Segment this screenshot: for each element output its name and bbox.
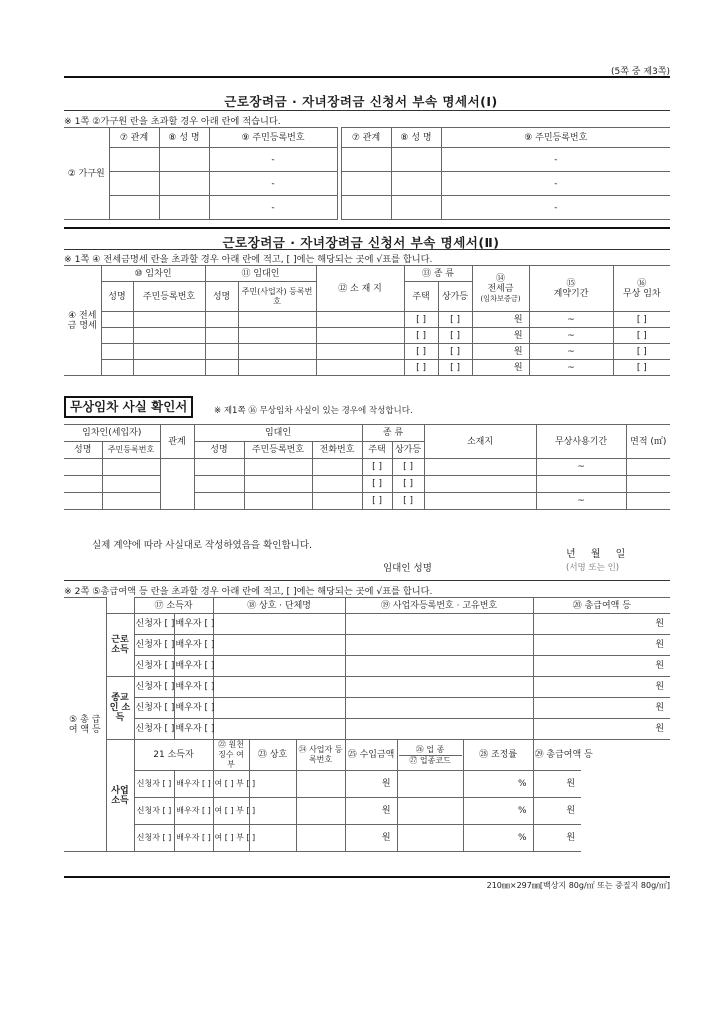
relation-cell[interactable]: [341, 172, 391, 196]
store-checkbox[interactable]: [ ]: [392, 493, 424, 510]
applicant-checkbox[interactable]: 신청자 [ ]: [134, 698, 174, 719]
table-row: [64, 614, 670, 635]
input-cell[interactable]: [316, 312, 404, 328]
religious-income-label: 종교인 소득: [106, 677, 134, 740]
header-house: 주택: [362, 442, 392, 459]
relation-cell[interactable]: [109, 148, 159, 172]
table-row: [64, 360, 670, 376]
deposit-label: ④ 전세금 명세: [64, 266, 101, 376]
address-cell[interactable]: [424, 493, 536, 510]
house-checkbox[interactable]: [ ]: [362, 493, 392, 510]
company-cell[interactable]: [213, 719, 345, 740]
header-id: ⑨ 주민등록번호: [209, 128, 337, 148]
store-checkbox[interactable]: [ ]: [392, 459, 424, 476]
table-row: [64, 719, 670, 740]
input-cell[interactable]: [194, 459, 244, 476]
header-free-lease: ⑯ 무상 임차: [613, 266, 670, 312]
header-period: 무상사용기간: [536, 425, 626, 459]
income-cell[interactable]: 원: [345, 798, 397, 825]
bizno-cell[interactable]: [296, 798, 345, 825]
input-cell[interactable]: [244, 476, 312, 493]
header-b-company: ㉓ 상호: [249, 740, 296, 771]
input-cell[interactable]: [244, 493, 312, 510]
input-cell[interactable]: [133, 344, 205, 360]
table-row: [64, 771, 670, 798]
bizno-cell[interactable]: [345, 656, 533, 677]
applicant-checkbox[interactable]: 신청자 [ ]: [134, 825, 174, 852]
area-cell[interactable]: [626, 493, 670, 510]
b-total-cell[interactable]: 원: [533, 798, 581, 825]
input-cell[interactable]: [194, 493, 244, 510]
industry-cell[interactable]: [397, 771, 463, 798]
table-row: [64, 493, 670, 510]
table-row: [64, 172, 670, 196]
input-cell[interactable]: [102, 476, 160, 493]
applicant-checkbox[interactable]: 신청자 [ ]: [134, 614, 174, 635]
store-checkbox[interactable]: [ ]: [438, 360, 472, 376]
bizno-cell[interactable]: [345, 719, 533, 740]
deposit-cell[interactable]: 원: [472, 312, 529, 328]
house-checkbox[interactable]: [ ]: [404, 344, 438, 360]
header-area: 면적 (㎡): [626, 425, 670, 459]
top-rule: [64, 76, 670, 78]
house-checkbox[interactable]: [ ]: [362, 459, 392, 476]
confirmation-statement: 실제 계약에 따라 사실대로 작성하였음을 확인합니다.: [92, 540, 313, 551]
table-row: [64, 459, 670, 476]
applicant-checkbox[interactable]: 신청자 [ ]: [134, 677, 174, 698]
spouse-checkbox[interactable]: 배우자 [ ]: [174, 798, 213, 825]
header-company: ⑱ 상호 · 단체명: [213, 598, 345, 614]
free-lease-note: ※ 제1쪽 ⑯ 무상임차 사실이 있는 경우에 작성합니다.: [214, 406, 413, 416]
area-cell[interactable]: [626, 476, 670, 493]
header-b-total: ㉙ 총급여액 등: [533, 740, 581, 771]
input-cell[interactable]: [133, 312, 205, 328]
industry-cell[interactable]: [397, 798, 463, 825]
b-total-cell[interactable]: 원: [533, 825, 581, 852]
input-cell[interactable]: [312, 476, 362, 493]
household-label: ② 가구원: [64, 128, 109, 220]
id-cell[interactable]: -: [441, 196, 670, 220]
name-cell[interactable]: [391, 172, 441, 196]
deposit-cell[interactable]: 원: [472, 328, 529, 344]
header-lessor: 임대인: [194, 425, 362, 442]
table-row: [64, 798, 670, 825]
spouse-checkbox[interactable]: 배우자 [ ]: [174, 614, 213, 635]
signature-field[interactable]: (서명 또는 인): [566, 563, 620, 573]
section1-title: 근로장려금 · 자녀장려금 신청서 부속 명세서(Ⅰ): [224, 94, 498, 109]
spouse-checkbox[interactable]: 배우자 [ ]: [174, 656, 213, 677]
b-total-cell[interactable]: 원: [533, 771, 581, 798]
date-field[interactable]: 년 월 일: [566, 549, 632, 560]
deposit-table: [64, 265, 670, 376]
header-store: 상가등: [438, 282, 472, 312]
applicant-checkbox[interactable]: 신청자 [ ]: [134, 771, 174, 798]
header-earner: ⑰ 소득자: [134, 598, 213, 614]
name-cell[interactable]: [391, 196, 441, 220]
header-name: ⑧ 성 명: [159, 128, 209, 148]
input-cell[interactable]: [238, 312, 316, 328]
id-cell[interactable]: -: [209, 148, 337, 172]
lessor-name-label: 임대인 성명: [383, 563, 432, 574]
relation-cell[interactable]: [160, 459, 194, 510]
id-cell[interactable]: -: [209, 196, 337, 220]
header-deposit: ⑭ 전세금 (임차보증금): [472, 266, 529, 312]
header-address: 소재지: [424, 425, 536, 459]
withholding-checkbox[interactable]: 여 [ ] 부 [ ]: [213, 798, 249, 825]
withholding-checkbox[interactable]: 여 [ ] 부 [ ]: [213, 771, 249, 798]
name-cell[interactable]: [159, 172, 209, 196]
applicant-checkbox[interactable]: 신청자 [ ]: [134, 798, 174, 825]
input-cell[interactable]: [101, 328, 133, 344]
company-cell[interactable]: [213, 656, 345, 677]
header-name: ⑧ 성 명: [391, 128, 441, 148]
spouse-checkbox[interactable]: 배우자 [ ]: [174, 698, 213, 719]
header-relation: ⑦ 관계: [109, 128, 159, 148]
table-row: [64, 344, 670, 360]
applicant-checkbox[interactable]: 신청자 [ ]: [134, 656, 174, 677]
table-row: [64, 825, 670, 852]
input-cell[interactable]: [205, 328, 238, 344]
input-cell[interactable]: [316, 344, 404, 360]
bizno-cell[interactable]: [345, 635, 533, 656]
header-name: 성명: [205, 282, 238, 312]
id-cell[interactable]: -: [441, 172, 670, 196]
free-checkbox[interactable]: [ ]: [613, 360, 670, 376]
total-cell[interactable]: 원: [533, 719, 670, 740]
input-cell[interactable]: [312, 493, 362, 510]
name-cell[interactable]: [159, 148, 209, 172]
house-checkbox[interactable]: [ ]: [404, 328, 438, 344]
company-cell[interactable]: [213, 677, 345, 698]
spouse-checkbox[interactable]: 배우자 [ ]: [174, 719, 213, 740]
relation-cell[interactable]: [341, 148, 391, 172]
input-cell[interactable]: [205, 344, 238, 360]
section1-note: ※ 1쪽 ②가구원 란을 초과할 경우 아래 란에 적습니다.: [64, 116, 281, 127]
header-lessor-id: 주민(사업자) 등록번호: [238, 282, 316, 312]
bizno-cell[interactable]: [296, 825, 345, 852]
rate-cell[interactable]: %: [463, 825, 533, 852]
industry-cell[interactable]: [397, 825, 463, 852]
bizno-cell[interactable]: [345, 614, 533, 635]
input-cell[interactable]: [133, 360, 205, 376]
header-name: 성명: [101, 282, 133, 312]
total-cell[interactable]: 원: [533, 677, 670, 698]
free-lease-title: 무상임차 사실 확인서: [64, 396, 193, 418]
input-cell[interactable]: [194, 476, 244, 493]
store-checkbox[interactable]: [ ]: [438, 344, 472, 360]
house-checkbox[interactable]: [ ]: [362, 476, 392, 493]
total-cell[interactable]: 원: [533, 698, 670, 719]
free-checkbox[interactable]: [ ]: [613, 344, 670, 360]
rate-cell[interactable]: %: [463, 771, 533, 798]
period-cell[interactable]: ~: [536, 493, 626, 510]
bizno-cell[interactable]: [296, 771, 345, 798]
withholding-checkbox[interactable]: 여 [ ] 부 [ ]: [213, 825, 249, 852]
address-cell[interactable]: [424, 476, 536, 493]
header-id: 주민등록번호: [244, 442, 312, 459]
store-checkbox[interactable]: [ ]: [392, 476, 424, 493]
company-cell[interactable]: [249, 798, 296, 825]
header-lessee: 임차인(세입자): [64, 425, 160, 442]
period-cell[interactable]: ~: [529, 360, 613, 376]
section2-note: ※ 1쪽 ④ 전세금명세 란을 초과할 경우 아래 란에 적고, [ ]에는 해당되는 곳에 √표를 합니다.: [64, 254, 433, 265]
input-cell[interactable]: [238, 360, 316, 376]
table-row: [64, 635, 670, 656]
header-rate: ㉘ 조정률: [463, 740, 533, 771]
name-cell[interactable]: [159, 196, 209, 220]
spouse-checkbox[interactable]: 배우자 [ ]: [174, 771, 213, 798]
header-store: 상가등: [392, 442, 424, 459]
header-industry: ㉖ 업 종 ㉗ 업종코드: [397, 740, 463, 771]
id-cell[interactable]: -: [441, 148, 670, 172]
header-period: ⑮ 계약기간: [529, 266, 613, 312]
house-checkbox[interactable]: [ ]: [404, 312, 438, 328]
header-address: ⑫ 소 재 지: [316, 266, 404, 312]
input-cell[interactable]: [205, 360, 238, 376]
header-income: ㉕ 수입금액: [345, 740, 397, 771]
table-row: [64, 196, 670, 220]
period-cell[interactable]: ~: [529, 328, 613, 344]
input-cell[interactable]: [64, 493, 102, 510]
header-type: 종 류: [362, 425, 424, 442]
table-row: [64, 148, 670, 172]
period-cell[interactable]: ~: [529, 312, 613, 328]
input-cell[interactable]: [133, 328, 205, 344]
input-cell[interactable]: [238, 328, 316, 344]
table-row: [64, 312, 670, 328]
bizno-cell[interactable]: [345, 698, 533, 719]
total-cell[interactable]: 원: [533, 656, 670, 677]
income-cell[interactable]: 원: [345, 825, 397, 852]
deposit-cell[interactable]: 원: [472, 360, 529, 376]
free-lease-table: [64, 424, 670, 510]
input-cell[interactable]: [238, 344, 316, 360]
header-relation: 관계: [160, 425, 194, 459]
input-cell[interactable]: [64, 459, 102, 476]
house-checkbox[interactable]: [ ]: [404, 360, 438, 376]
company-cell[interactable]: [213, 698, 345, 719]
header-total: ⑳ 총급여액 등: [533, 598, 670, 614]
table-row: [64, 328, 670, 344]
input-cell[interactable]: [205, 312, 238, 328]
relation-cell[interactable]: [109, 196, 159, 220]
paper-spec: 210㎜×297㎜[백상지 80g/㎡ 또는 중질지 80g/㎡]: [486, 881, 670, 890]
header-name: 성명: [194, 442, 244, 459]
input-cell[interactable]: [316, 360, 404, 376]
header-id: 주민등록번호: [133, 282, 205, 312]
spouse-checkbox[interactable]: 배우자 [ ]: [174, 635, 213, 656]
input-cell[interactable]: [102, 459, 160, 476]
header-withholding: ㉒ 원천징수 여부: [213, 740, 249, 771]
spouse-checkbox[interactable]: 배우자 [ ]: [174, 825, 213, 852]
company-cell[interactable]: [213, 614, 345, 635]
page-number: (5쪽 중 제3쪽): [611, 67, 670, 77]
store-checkbox[interactable]: [ ]: [438, 312, 472, 328]
household-table: [64, 127, 670, 220]
relation-cell[interactable]: [109, 172, 159, 196]
total-cell[interactable]: 원: [533, 635, 670, 656]
relation-cell[interactable]: [341, 196, 391, 220]
header-id: 주민등록번호: [102, 442, 160, 459]
deposit-cell[interactable]: 원: [472, 344, 529, 360]
input-cell[interactable]: [101, 344, 133, 360]
header-b-earner: 21 소득자: [134, 740, 213, 771]
rate-cell[interactable]: %: [463, 798, 533, 825]
header-lessee: ⑩ 임차인: [101, 266, 205, 282]
company-cell[interactable]: [249, 771, 296, 798]
business-income-label: 사업 소득: [106, 740, 134, 852]
company-cell[interactable]: [249, 825, 296, 852]
header-relation: ⑦ 관계: [341, 128, 391, 148]
area-cell[interactable]: [626, 459, 670, 476]
table-row: [64, 677, 670, 698]
input-cell[interactable]: [64, 476, 102, 493]
address-cell[interactable]: [424, 459, 536, 476]
section2-title: 근로장려금 · 자녀장려금 신청서 부속 명세서(Ⅱ): [222, 235, 500, 250]
period-cell[interactable]: [536, 476, 626, 493]
header-phone: 전화번호: [312, 442, 362, 459]
total-pay-label: ⑤ 총 급여 액 등: [64, 598, 106, 852]
input-cell[interactable]: [312, 459, 362, 476]
labor-income-label: 근로 소득: [106, 614, 134, 677]
name-cell[interactable]: [391, 148, 441, 172]
header-type: ⑬ 종 류: [404, 266, 472, 282]
section4-note: ※ 2쪽 ⑤총급여액 등 란을 초과할 경우 아래 란에 적고, [ ]에는 해당되는 곳에 √표를 합니다.: [64, 586, 433, 597]
free-checkbox[interactable]: [ ]: [613, 328, 670, 344]
total-cell[interactable]: 원: [533, 614, 670, 635]
input-cell[interactable]: [101, 312, 133, 328]
table-row: [64, 476, 670, 493]
input-cell[interactable]: [101, 360, 133, 376]
bizno-cell[interactable]: [345, 677, 533, 698]
input-cell[interactable]: [244, 459, 312, 476]
input-cell[interactable]: [316, 328, 404, 344]
free-checkbox[interactable]: [ ]: [613, 312, 670, 328]
table-row: [64, 656, 670, 677]
period-cell[interactable]: ~: [536, 459, 626, 476]
period-cell[interactable]: ~: [529, 344, 613, 360]
header-name: 성명: [64, 442, 102, 459]
header-b-bizno: ㉔ 사업자 등록번호: [296, 740, 345, 771]
applicant-checkbox[interactable]: 신청자 [ ]: [134, 719, 174, 740]
total-pay-table: [64, 597, 670, 852]
header-house: 주택: [404, 282, 438, 312]
id-cell[interactable]: -: [209, 172, 337, 196]
header-id: ⑨ 주민등록번호: [441, 128, 670, 148]
company-cell[interactable]: [213, 635, 345, 656]
header-lessor: ⑪ 임대인: [205, 266, 316, 282]
header-bizno: ⑲ 사업자등록번호 · 고유번호: [345, 598, 533, 614]
applicant-checkbox[interactable]: 신청자 [ ]: [134, 635, 174, 656]
store-checkbox[interactable]: [ ]: [438, 328, 472, 344]
spouse-checkbox[interactable]: 배우자 [ ]: [174, 677, 213, 698]
input-cell[interactable]: [102, 493, 160, 510]
income-cell[interactable]: 원: [345, 771, 397, 798]
table-row: [64, 698, 670, 719]
